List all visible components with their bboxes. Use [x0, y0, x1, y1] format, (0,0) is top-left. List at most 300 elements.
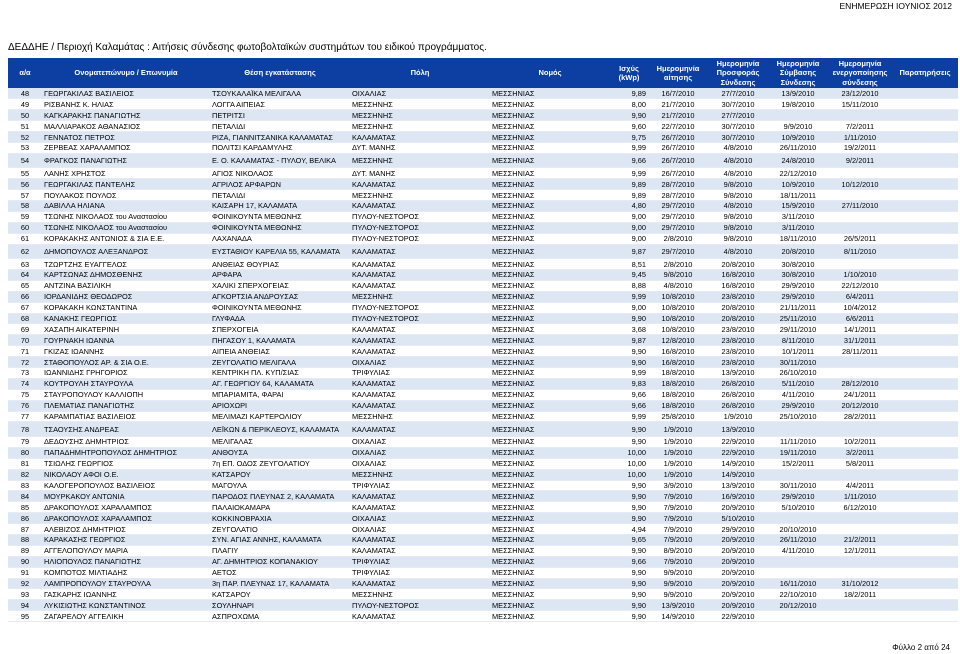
header-location: Θέση εγκατάστασης: [244, 68, 316, 78]
table-row: [8, 513, 958, 524]
cell-date-offer: 20/9/2010: [721, 535, 755, 545]
table-row: [8, 244, 958, 259]
cell-name: ΛΑΜΠΡΟΠΟΥΛΟΥ ΣΤΑΥΡΟΥΛΑ: [44, 578, 151, 588]
table-row: [8, 578, 958, 589]
cell-aa: 91: [20, 568, 30, 578]
cell-location: ΣΟΥΛΗΝΑΡΙ: [212, 600, 254, 610]
cell-date-offer: 29/9/2010: [721, 524, 755, 534]
cell-date-offer: 30/7/2010: [721, 99, 755, 109]
cell-name: ΚΑΛΟΓΕΡΟΠΟΥΛΟΣ ΒΑΣΙΛΕΙΟΣ: [44, 480, 156, 490]
table-row: [8, 168, 958, 179]
cell-city: ΟΙΧΑΛΙΑΣ: [352, 437, 387, 447]
cell-remarks: [892, 179, 958, 190]
cell-date-contract: [768, 513, 828, 524]
cell-prefecture: ΜΕΣΣΗΝΙΑΣ: [492, 411, 535, 421]
cell-location: ΦΟΙΝΙΚΟΥΝΤΑ ΜΕΘΩΝΗΣ: [212, 303, 302, 313]
cell-power: 8,51: [631, 259, 646, 269]
cell-remarks: [892, 567, 958, 578]
cell-city: ΠΥΛΟΥ-ΝΕΣΤΟΡΟΣ: [352, 223, 419, 233]
cell-aa: 62: [20, 246, 30, 256]
cell-aa: 69: [20, 324, 30, 334]
cell-prefecture: ΜΕΣΣΗΝΙΑΣ: [492, 568, 535, 578]
cell-power: 9,90: [631, 513, 646, 523]
cell-city: ΜΕΣΣΗΝΗΣ: [352, 110, 393, 120]
cell-aa: 64: [20, 270, 30, 280]
cell-prefecture: ΜΕΣΣΗΝΙΑΣ: [492, 390, 535, 400]
cell-date-activation: 31/10/2012: [841, 578, 879, 588]
cell-location: ΦΟΙΝΙΚΟΥΝΤΑ ΜΕΘΩΝΗΣ: [212, 212, 302, 222]
cell-date-offer: 20/9/2010: [721, 578, 755, 588]
cell-power: 9,65: [631, 535, 646, 545]
cell-remarks: [892, 233, 958, 244]
header-date-contract: Ημερομηνία Σύμβασης Σύνδεσης: [776, 58, 820, 87]
cell-city: ΠΥΛΟΥ-ΝΕΣΤΟΡΟΣ: [352, 303, 419, 313]
cell-date-activation: 8/11/2010: [843, 246, 877, 256]
cell-date-activation: [828, 524, 892, 535]
cell-date-request: 18/8/2010: [661, 379, 695, 389]
cell-remarks: [892, 132, 958, 143]
cell-city: ΜΕΣΣΗΝΗΣ: [352, 470, 393, 480]
cell-city: ΜΕΣΣΗΝΗΣ: [352, 292, 393, 302]
cell-remarks: [892, 447, 958, 458]
cell-city: ΚΑΛΑΜΑΤΑΣ: [352, 259, 396, 269]
cell-date-request: 18/8/2010: [661, 401, 695, 411]
cell-location: ΚΕΝΤΡΙΚΗ ΠΛ. ΚΥΠ/ΣΙΑΣ: [212, 368, 299, 378]
cell-prefecture: ΜΕΣΣΗΝΙΑΣ: [492, 335, 535, 345]
cell-prefecture: ΜΕΣΣΗΝΙΑΣ: [492, 401, 535, 411]
cell-name: ΑΓΓΕΛΟΠΟΥΛΟΥ ΜΑΡΙΑ: [44, 546, 128, 556]
cell-power: 9,90: [631, 313, 646, 323]
cell-power: 9,99: [631, 368, 646, 378]
cell-date-offer: 9/8/2010: [723, 212, 753, 222]
cell-city: ΟΙΧΑΛΙΑΣ: [352, 357, 387, 367]
cell-name: ΚΑΡΑΜΠΑΤΙΑΣ ΒΑΣΙΛΕΙΟΣ: [44, 411, 136, 421]
cell-location: ΚΑΤΣΑΡΟΥ: [212, 470, 251, 480]
cell-aa: 51: [20, 121, 30, 131]
cell-name: ΤΣΑΟΥΣΗΣ ΑΝΔΡΕΑΣ: [44, 424, 119, 434]
cell-date-request: 26/7/2010: [661, 168, 695, 178]
cell-aa: 71: [20, 346, 30, 356]
table-row: [8, 600, 958, 611]
cell-aa: 85: [20, 502, 30, 512]
cell-remarks: [892, 190, 958, 201]
table-row: [8, 400, 958, 411]
cell-name: ΡΙΣΒΑΝΗΣ Κ. ΗΛΙΑΣ: [44, 99, 114, 109]
cell-prefecture: ΜΕΣΣΗΝΙΑΣ: [492, 121, 535, 131]
cell-location: ΠΟΛΙΤΣΙ ΚΑΡΔΑΜΥΛΗΣ: [212, 143, 293, 153]
table-row: [8, 190, 958, 201]
cell-aa: 49: [20, 99, 30, 109]
cell-power: 9,90: [631, 589, 646, 599]
cell-date-request: 4/8/2010: [663, 281, 693, 291]
table-row: [8, 259, 958, 270]
cell-city: ΜΕΣΣΗΝΗΣ: [352, 190, 393, 200]
table-row: [8, 545, 958, 556]
cell-date-offer: 4/8/2010: [723, 143, 753, 153]
cell-name: ΓΟΥΡΝΑΚΗ ΙΩΑΝΝΑ: [44, 335, 115, 345]
cell-city: ΚΑΛΑΜΑΤΑΣ: [352, 611, 396, 621]
cell-power: 9,90: [631, 491, 646, 501]
cell-location: ΖΕΥΓΟΛΑΤΙΟ: [212, 524, 258, 534]
cell-name: ΣΤΑΥΡΟΠΟΥΛΟΥ ΚΑΛΛΙΟΠΗ: [44, 390, 144, 400]
table-row: [8, 291, 958, 302]
cell-date-request: 9/9/2010: [663, 568, 693, 578]
cell-power: 9,90: [631, 480, 646, 490]
cell-power: 9,99: [631, 411, 646, 421]
cell-date-offer: 1/9/2010: [723, 411, 753, 421]
cell-date-activation: 1/11/2010: [843, 491, 877, 501]
cell-city: ΚΑΛΑΜΑΤΑΣ: [352, 578, 396, 588]
cell-name: ΔΑΒΙΛΛΑ ΗΛΙΑΝΑ: [44, 201, 105, 211]
cell-date-request: 1/9/2010: [663, 437, 693, 447]
cell-aa: 67: [20, 303, 30, 313]
cell-date-activation: [828, 567, 892, 578]
cell-city: ΟΙΧΑΛΙΑΣ: [352, 459, 387, 469]
cell-aa: 61: [20, 234, 30, 244]
cell-date-request: 13/9/2010: [661, 600, 695, 610]
cell-power: 9,00: [631, 303, 646, 313]
cell-aa: 55: [20, 168, 30, 178]
cell-date-activation: 26/5/2011: [843, 234, 877, 244]
cell-date-offer: 23/8/2010: [721, 324, 755, 334]
cell-date-contract: 30/8/2010: [781, 259, 815, 269]
table-row: [8, 589, 958, 600]
cell-location: ΠΕΤΑΛΙΔΙ: [212, 121, 246, 131]
cell-aa: 95: [20, 611, 30, 621]
cell-location: ΑΕΤΟΣ: [212, 568, 237, 578]
cell-name: ΣΤΑΘΟΠΟΥΛΟΣ ΑΡ. & ΣΙΑ Ο.Ε.: [44, 357, 149, 367]
cell-date-activation: [828, 367, 892, 378]
cell-name: ΜΑΛΛΙΑΡΑΚΟΣ ΑΘΑΝΑΣΙΟΣ: [44, 121, 141, 131]
cell-date-request: 14/9/2010: [661, 611, 695, 621]
table-row: [8, 132, 958, 143]
cell-city: ΚΑΛΑΜΑΤΑΣ: [352, 179, 396, 189]
cell-date-request: 29/7/2010: [661, 223, 695, 233]
cell-date-contract: 29/9/2010: [781, 491, 815, 501]
cell-date-contract: 29/11/2010: [779, 324, 817, 334]
cell-date-request: 29/7/2010: [661, 212, 695, 222]
cell-remarks: [892, 88, 958, 99]
cell-date-contract: 26/11/2010: [779, 143, 817, 153]
cell-date-contract: 20/10/2010: [779, 524, 817, 534]
header-prefecture: Νομός: [538, 68, 562, 78]
cell-date-offer: 22/9/2010: [721, 448, 755, 458]
cell-prefecture: ΜΕΣΣΗΝΙΑΣ: [492, 480, 535, 490]
cell-date-activation: [828, 611, 892, 622]
cell-date-offer: 27/7/2010: [721, 88, 755, 98]
cell-prefecture: ΜΕΣΣΗΝΙΑΣ: [492, 292, 535, 302]
cell-prefecture: ΜΕΣΣΗΝΙΑΣ: [492, 535, 535, 545]
cell-remarks: [892, 389, 958, 400]
cell-aa: 83: [20, 480, 30, 490]
cell-remarks: [892, 469, 958, 480]
cell-power: 9,00: [631, 223, 646, 233]
cell-city: ΤΡΙΦΥΛΙΑΣ: [352, 568, 391, 578]
cell-remarks: [892, 259, 958, 270]
cell-aa: 89: [20, 546, 30, 556]
cell-name: ΙΟΡΔΑΝΙΔΗΣ ΘΕΟΔΩΡΟΣ: [44, 292, 133, 302]
cell-location: ΓΛΥΦΑΔΑ: [212, 313, 245, 323]
cell-date-request: 10/8/2010: [661, 324, 695, 334]
cell-date-activation: 4/4/2011: [845, 480, 875, 490]
cell-date-contract: 9/9/2010: [783, 121, 813, 131]
cell-date-contract: [768, 556, 828, 567]
cell-remarks: [892, 346, 958, 357]
cell-aa: 79: [20, 437, 30, 447]
cell-name: ΖΕΡΒΕΑΣ ΧΑΡΑΛΑΜΠΟΣ: [44, 143, 131, 153]
header-name: Ονοματεπώνυμο / Επωνυμία: [74, 68, 178, 78]
cell-date-activation: 12/1/2011: [843, 546, 877, 556]
cell-power: 9,66: [631, 390, 646, 400]
update-note: ΕΝΗΜΕΡΩΣΗ ΙΟΥΝΙΟΣ 2012: [839, 1, 952, 11]
cell-city: ΚΑΛΑΜΑΤΑΣ: [352, 401, 396, 411]
table-row: [8, 142, 958, 153]
header-remarks: Παρατηρήσεις: [899, 68, 951, 78]
cell-name: ΚΑΡΑΚΑΣΗΣ ΓΕΩΡΓΙΟΣ: [44, 535, 126, 545]
cell-aa: 57: [20, 190, 30, 200]
table-row: [8, 447, 958, 458]
cell-date-request: 22/7/2010: [661, 121, 695, 131]
cell-power: 9,83: [631, 379, 646, 389]
cell-name: ΤΣΙΩΛΗΣ ΓΕΩΡΓΙΟΣ: [44, 459, 114, 469]
cell-location: ΠΑΡΟΔΟΣ ΠΛΕΥΝΑΣ 2, ΚΑΛΑΜΑΤΑ: [212, 491, 335, 501]
cell-prefecture: ΜΕΣΣΗΝΙΑΣ: [492, 578, 535, 588]
cell-date-request: 9/9/2010: [663, 578, 693, 588]
cell-date-offer: 13/9/2010: [721, 368, 755, 378]
cell-power: 9,90: [631, 357, 646, 367]
cell-name: ΖΑΓΑΡΕΛΟΥ ΑΓΓΕΛΙΚΗ: [44, 611, 124, 621]
cell-date-offer: 20/9/2010: [721, 546, 755, 556]
page-footer: Φύλλο 2 από 24: [892, 643, 950, 652]
cell-power: 9,90: [631, 578, 646, 588]
table-row: [8, 367, 958, 378]
cell-power: 8,88: [631, 281, 646, 291]
cell-prefecture: ΜΕΣΣΗΝΙΑΣ: [492, 212, 535, 222]
cell-date-activation: 6/12/2010: [843, 502, 877, 512]
cell-location: ΑΓΙΟΣ ΝΙΚΟΛΑΟΣ: [212, 168, 274, 178]
cell-date-offer: 4/8/2010: [723, 201, 753, 211]
cell-date-offer: 22/9/2010: [721, 437, 755, 447]
cell-date-contract: 11/11/2010: [780, 437, 816, 447]
header-city: Πόλη: [410, 68, 430, 78]
cell-prefecture: ΜΕΣΣΗΝΙΑΣ: [492, 600, 535, 610]
cell-date-activation: 31/1/2011: [843, 335, 877, 345]
cell-date-contract: 25/10/2010: [779, 411, 817, 421]
cell-location: ΜΠΑΡΙΑΜΙΤΑ, ΦΑΡΑΙ: [212, 390, 284, 400]
cell-date-request: 9/8/2010: [663, 270, 693, 280]
cell-date-request: 2/8/2010: [663, 259, 693, 269]
cell-date-offer: 26/8/2010: [721, 390, 755, 400]
cell-remarks: [892, 556, 958, 567]
cell-date-contract: 19/8/2010: [781, 99, 815, 109]
cell-date-contract: 26/10/2010: [779, 368, 817, 378]
cell-date-offer: 9/8/2010: [723, 179, 753, 189]
cell-date-activation: [828, 259, 892, 270]
cell-date-contract: 24/8/2010: [781, 156, 815, 166]
cell-aa: 66: [20, 292, 30, 302]
cell-aa: 94: [20, 600, 30, 610]
cell-city: ΠΥΛΟΥ-ΝΕΣΤΟΡΟΣ: [352, 600, 419, 610]
cell-location: ΠΛΑΓΙΥ: [212, 546, 239, 556]
header-date-request: Ημερομηνία αίτησης: [656, 63, 700, 82]
cell-city: ΔΥΤ. ΜΑΝΗΣ: [352, 143, 396, 153]
cell-location: 3η ΠΑΡ. ΠΛΕΥΝΑΣ 17, ΚΑΛΑΜΑΤΑ: [212, 578, 330, 588]
header-date-activation: Ημερομηνία ενεργοποίησης σύνδεσης: [832, 58, 888, 87]
cell-date-activation: 22/12/2010: [841, 281, 879, 291]
cell-remarks: [892, 201, 958, 212]
cell-aa: 92: [20, 578, 30, 588]
table-row: [8, 480, 958, 491]
cell-date-activation: 28/11/2011: [842, 346, 878, 356]
cell-date-request: 7/9/2010: [663, 491, 693, 501]
cell-date-contract: 30/11/2010: [779, 357, 817, 367]
cell-city: ΤΡΙΦΥΛΙΑΣ: [352, 480, 391, 490]
cell-city: ΚΑΛΑΜΑΤΑΣ: [352, 535, 396, 545]
table-row: [8, 524, 958, 535]
cell-aa: 90: [20, 557, 30, 567]
cell-date-offer: 23/8/2010: [721, 357, 755, 367]
cell-name: ΚΑΝΑΚΗΣ ΓΕΩΡΓΙΟΣ: [44, 313, 117, 323]
cell-date-request: 29/7/2010: [661, 246, 695, 256]
cell-date-activation: 20/12/2010: [841, 401, 879, 411]
cell-city: ΚΑΛΑΜΑΤΑΣ: [352, 270, 396, 280]
cell-date-activation: 6/6/2011: [845, 313, 875, 323]
cell-remarks: [892, 357, 958, 368]
cell-date-contract: 8/11/2010: [781, 335, 815, 345]
cell-power: 10,00: [627, 459, 646, 469]
cell-date-offer: 9/8/2010: [723, 234, 753, 244]
cell-location: ΦΟΙΝΙΚΟΥΝΤΑ ΜΕΘΩΝΗΣ: [212, 223, 302, 233]
cell-power: 9,60: [631, 121, 646, 131]
cell-location: ΑΓ. ΓΕΩΡΓΙΟΥ 64, ΚΑΛΑΜΑΤΑ: [212, 379, 314, 389]
cell-date-offer: 20/8/2010: [721, 313, 755, 323]
cell-prefecture: ΜΕΣΣΗΝΙΑΣ: [492, 156, 535, 166]
cell-city: ΤΡΙΦΥΛΙΑΣ: [352, 368, 391, 378]
cell-city: ΚΑΛΑΜΑΤΑΣ: [352, 424, 396, 434]
cell-remarks: [892, 269, 958, 280]
cell-date-offer: 20/8/2010: [721, 303, 755, 313]
table-row: [8, 346, 958, 357]
cell-prefecture: ΜΕΣΣΗΝΙΑΣ: [492, 168, 535, 178]
cell-prefecture: ΜΕΣΣΗΝΙΑΣ: [492, 368, 535, 378]
cell-date-activation: 15/11/2010: [841, 99, 879, 109]
cell-prefecture: ΜΕΣΣΗΝΙΑΣ: [492, 234, 535, 244]
cell-power: 10,00: [627, 470, 646, 480]
cell-city: ΚΑΛΑΜΑΤΑΣ: [352, 546, 396, 556]
cell-date-activation: [828, 600, 892, 611]
cell-date-activation: 10/2/2011: [843, 437, 877, 447]
table-row: [8, 324, 958, 335]
cell-date-contract: 3/11/2010: [781, 212, 815, 222]
cell-prefecture: ΜΕΣΣΗΝΙΑΣ: [492, 448, 535, 458]
cell-name: ΚΑΓΚΑΡΑΚΗΣ ΠΑΝΑΓΙΩΤΗΣ: [44, 110, 141, 120]
cell-date-request: 7/9/2010: [663, 535, 693, 545]
cell-date-request: 1/9/2010: [663, 470, 693, 480]
cell-power: 9,90: [631, 346, 646, 356]
cell-city: ΟΙΧΑΛΙΑΣ: [352, 513, 387, 523]
cell-date-contract: 21/11/2011: [780, 303, 816, 313]
cell-prefecture: ΜΕΣΣΗΝΙΑΣ: [492, 223, 535, 233]
cell-date-contract: 5/10/2010: [781, 502, 815, 512]
cell-date-offer: 20/9/2010: [721, 568, 755, 578]
cell-location: ΑΙΠΕΙΑ ΑΝΘΕΙΑΣ: [212, 346, 270, 356]
cell-prefecture: ΜΕΣΣΗΝΙΑΣ: [492, 143, 535, 153]
cell-date-activation: 6/4/2011: [845, 292, 875, 302]
cell-date-request: 7/9/2010: [663, 557, 693, 567]
cell-date-activation: 9/2/2011: [845, 156, 875, 166]
cell-remarks: [892, 367, 958, 378]
table-row: [8, 567, 958, 578]
cell-location: ΕΥΣΤΑΘΙΟΥ ΚΑΡΕΛΙΑ 55, ΚΑΛΑΜΑΤΑ: [212, 246, 341, 256]
cell-city: ΟΙΧΑΛΙΑΣ: [352, 88, 387, 98]
cell-date-contract: 16/11/2010: [779, 578, 817, 588]
cell-date-offer: 9/8/2010: [723, 223, 753, 233]
table-row: [8, 534, 958, 545]
cell-prefecture: ΜΕΣΣΗΝΙΑΣ: [492, 303, 535, 313]
cell-date-request: 10/8/2010: [661, 292, 695, 302]
table-row: [8, 411, 958, 422]
cell-aa: 73: [20, 368, 30, 378]
cell-city: ΚΑΛΑΜΑΤΑΣ: [352, 246, 396, 256]
cell-name: ΔΕΔΟΥΣΗΣ ΔΗΜΗΤΡΙΟΣ: [44, 437, 129, 447]
header-date-offer: Ημερομηνία Προσφοράς Σύνδεσης: [716, 58, 760, 87]
cell-date-request: 8/9/2010: [663, 546, 693, 556]
cell-date-request: 16/8/2010: [661, 346, 695, 356]
cell-date-request: 28/7/2010: [661, 190, 695, 200]
cell-date-request: 12/8/2010: [661, 335, 695, 345]
cell-remarks: [892, 121, 958, 132]
table-row: [8, 469, 958, 480]
cell-date-activation: [828, 211, 892, 222]
cell-aa: 58: [20, 201, 30, 211]
cell-date-activation: 24/1/2011: [843, 390, 877, 400]
cell-prefecture: ΜΕΣΣΗΝΙΑΣ: [492, 313, 535, 323]
cell-date-offer: 20/9/2010: [721, 600, 755, 610]
cell-aa: 65: [20, 281, 30, 291]
header-power: Ισχύς (kWp): [618, 63, 640, 82]
cell-city: ΚΑΛΑΜΑΤΑΣ: [352, 132, 396, 142]
cell-date-offer: 23/8/2010: [721, 335, 755, 345]
cell-prefecture: ΜΕΣΣΗΝΙΑΣ: [492, 132, 535, 142]
cell-remarks: [892, 436, 958, 447]
cell-aa: 84: [20, 491, 30, 501]
cell-aa: 52: [20, 132, 30, 142]
cell-location: ΠΕΤΡΙΤΣΙ: [212, 110, 245, 120]
cell-prefecture: ΜΕΣΣΗΝΙΑΣ: [492, 437, 535, 447]
cell-aa: 56: [20, 179, 30, 189]
cell-date-contract: [768, 110, 828, 121]
table-row: [8, 121, 958, 132]
cell-location: ΑΡΙΟΧΩΡΙ: [212, 401, 248, 411]
cell-aa: 82: [20, 470, 30, 480]
cell-name: ΚΟΡΑΚΑΚΗ ΚΩΝΣΤΑΝΤΙΝΑ: [44, 303, 138, 313]
cell-date-request: 9/9/2010: [663, 589, 693, 599]
cell-power: 4,94: [631, 524, 646, 534]
cell-name: ΛΥΚΙΣΙΩΤΗΣ ΚΩΝΣΤΑΝΤΙΝΟΣ: [44, 600, 146, 610]
cell-remarks: [892, 378, 958, 389]
cell-aa: 74: [20, 379, 30, 389]
table-row: [8, 110, 958, 121]
table-row: [8, 88, 958, 99]
cell-name: ΓΑΣΚΑΡΗΣ ΙΩΑΝΝΗΣ: [44, 589, 117, 599]
header-aa: α/α: [19, 68, 31, 78]
cell-date-activation: 21/2/2011: [843, 535, 877, 545]
cell-date-offer: 26/8/2010: [721, 379, 755, 389]
cell-date-offer: 4/8/2010: [723, 168, 753, 178]
cell-location: ΛΑΧΑΝΑΔΑ: [212, 234, 252, 244]
cell-aa: 53: [20, 143, 30, 153]
cell-power: 9,90: [631, 568, 646, 578]
